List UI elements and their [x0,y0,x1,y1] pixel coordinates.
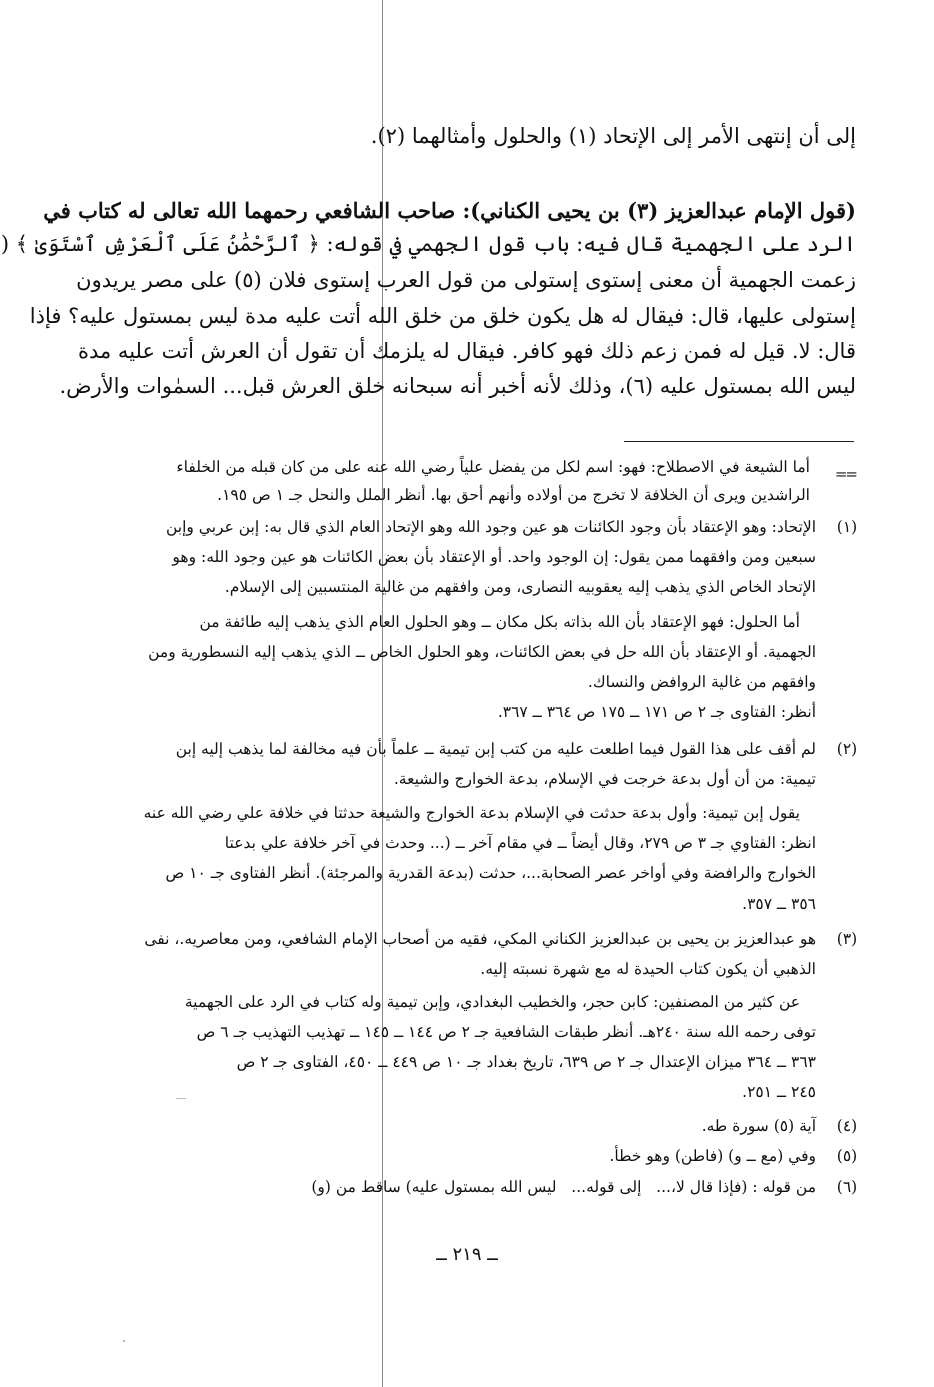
footnote-line: توفى رحمه الله سنة ٢٤٠هـ. أنظر طبقات الشافعية جـ ٢ ص ١٤٤ ــ ١٤٥ ــ تهذيب التهذيب جـ ٦ ص [196,1023,816,1041]
footnote-cont-line-1: أما الشيعة في الاصطلاح: فهو: اسم لكل من يفضل علياً رضي الله عنه على من كان قبله من الخلفاء [176,458,810,476]
footnote-line: آية (٥) سورة طه. [701,1117,816,1135]
footnote-line: ٣٦٣ ــ ٣٦٤ ميزان الإعتدال جـ ٢ ص ٦٣٩، تاريخ بغداد جـ ١٠ ص ٤٤٩ ــ ٤٥٠، الفتاوى جـ ٢ ص [236,1053,816,1071]
footnote-line: ٣٥٦ ــ ٣٥٧. [742,895,816,913]
footnote-line: الإتحاد الخاص الذي يذهب إليه يعقوبيه النصارى، ومن وافقهم من غالية المنتسبين إلى الإسلام. [224,578,816,596]
footnote-number: (٣) [836,930,858,948]
footnote-line: أنظر: الفتاوى جـ ٢ ص ١٧١ ــ ١٧٥ ص ٣٦٤ ــ ٣٦٧. [497,703,816,721]
scan-speck [123,1340,125,1342]
main-line-1: إلى أن إنتهى الأمر إلى الإتحاد (١) والحلول وأمثالهما (٢). [370,124,856,148]
footnote-separator [624,441,854,442]
footnote-line: سبعين ومن وافقهما ممن يقول: إن الوجود واحد. أو الإعتقاد بأن بعض الكائنات هو عين وجود الله: وهو [172,548,816,566]
footnote-line: وافقهم من غالية الروافض والنساك. [587,673,816,691]
scan-speck [176,1098,186,1099]
footnote-line: عن كثير من المصنفين: كابن حجر، والخطيب البغدادي، وإبن تيمية وله كتاب في الرد على الجهمية [184,993,800,1011]
footnote-line: الخوارج والرافضة وفي أواخر عصر الصحابة...، حدثت (بدعة القدرية والمرجئة). أنظر الفتاوى جـ ١٠ ص [165,864,816,882]
footnote-line: لم أقف على هذا القول فيما اطلعت عليه من كتب إبن تيمية ــ علماً بأن فيه مخالفة لما يذهب إليه إبن [175,740,816,758]
continuation-marker: == [834,465,856,483]
footnote-line: ٢٤٥ ــ ٢٥١. [742,1083,816,1101]
footnote-line: الإتحاد: وهو الإعتقاد بأن وجود الكائنات هو عين وجود الله وهو الإتحاد العام الذي قال به: إبن عربي وإبن [165,518,816,536]
footnote-line: الذهبي أن يكون كتاب الحيدة له مع شهرة نسبته إليه. [480,960,816,978]
footnote-cont-line-2: الراشدين ويرى أن الخلافة لا تخرج من أولاده وأنهم أحق بها. أنظر الملل والنحل جـ ١ ص ١٩٥. [217,486,810,504]
footnote-line: وفي (مع ــ و) (فاطن) وهو خطأ. [609,1147,816,1165]
main-line-5: إستولى عليها، قال: فيقال له هل يكون خلق من خلق الله أتت عليه مدة ليس بمستول عليه؟ فإذا [29,304,856,328]
footnote-number: (٤) [836,1117,858,1135]
footnote-line: يقول إبن تيمية: وأول بدعة حدثت في الإسلام بدعة الخوارج والشيعة حدثتا في خلافة علي رضي الله عنه [143,804,800,822]
footnote-number: (٢) [836,740,858,758]
main-line-7: ليس الله بمستول عليه (٦)، وذلك لأنه أخبر أنه سبحانه خلق العرش قبل... السمٰوات والأرض. [59,374,856,398]
main-line-3: الرد على الجهمية قال فيه: باب قول الجهمي في قوله: ﴿ ٱلرَّحْمَٰنُ عَلَى ٱلْعَرْشِ ٱسْتَوَىٰ ﴾ ( [0,232,856,256]
footnote-line: تيمية: من أن أول بدعة خرجت في الإسلام، بدعة الخوارج والشيعة. [393,770,816,788]
footnote-number: (٦) [836,1178,858,1196]
footnote-number: (٥) [836,1147,858,1165]
main-line-4: زعمت الجهمية أن معنى إستوى إستولى من قول العرب إستوى فلان (٥) على مصر يريدون [76,268,856,292]
footnote-number: (١) [836,518,858,536]
page-number: ــ ٢١٩ ــ [436,1244,498,1265]
footnote-line: من قوله : (فإذا قال لا،... إلى قوله... ليس الله بمستول عليه) ساقط من (و) [311,1178,816,1196]
footnote-line: أما الحلول: فهو الإعتقاد بأن الله بذاته بكل مكان ــ وهو الحلول العام الذي يذهب إليه طائفة من [199,613,800,631]
main-line-2: (قول الإمام عبدالعزيز (٣) بن يحيى الكناني): صاحب الشافعي رحمهما الله تعالى له كتاب في [43,198,856,223]
footnote-line: انظر: الفتاوي جـ ٣ ص ٢٧٩، وقال أيضاً ــ في مقام آخر ــ (... وحدث في آخر خلافة علي بدعتا [224,834,816,852]
footnote-line: هو عبدالعزيز بن يحيى بن عبدالعزيز الكناني المكي، فقيه من أصحاب الإمام الشافعي، ومن معاصريه.، نفى [144,930,816,948]
footnote-line: الجهمية. أو الإعتقاد بأن الله حل في بعض الكائنات، وهو الحلول الخاص ــ الذي يذهب إليه النسطورية ومن [148,643,816,661]
main-line-6: قال: لا. قيل له فمن زعم ذلك فهو كافر. فيقال له يلزمك أن تقول أن العرش أتت عليه مدة [77,339,856,363]
